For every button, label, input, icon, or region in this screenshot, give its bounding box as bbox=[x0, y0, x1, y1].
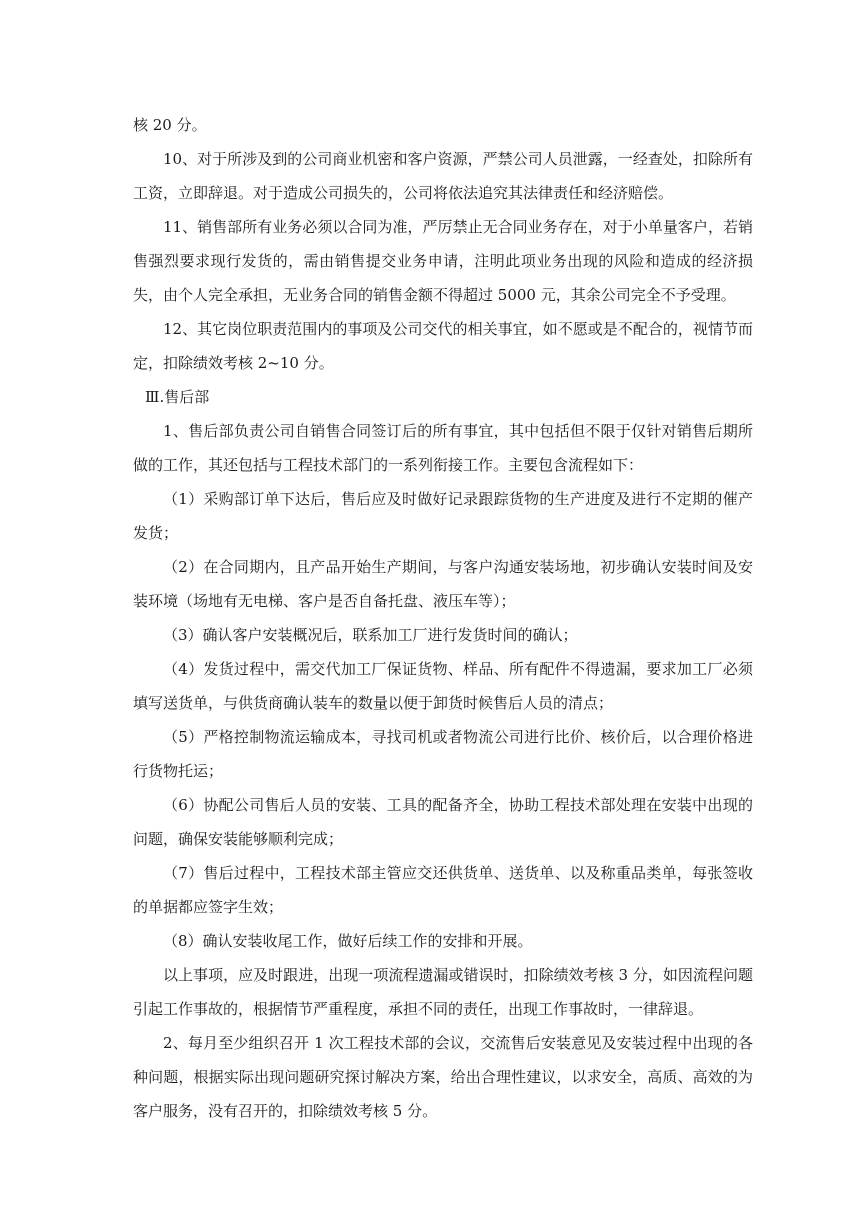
paragraph-process-step-2: （2）在合同期内，且产品开始生产期间，与客户沟通安装场地，初步确认安装时间及安装环境（场地有无电梯、客户是否自备托盘、液压车等）； bbox=[133, 558, 753, 610]
paragraph-after-sales-1: 1、售后部负责公司自销售合同签订后的所有事宜，其中包括但不限于仅针对销售后期所做的工作，其还包括与工程技术部门的一系列衔接工作。主要包含流程如下： bbox=[133, 422, 753, 474]
paragraph-process-step-4: （4）发货过程中，需交代加工厂保证货物、样品、所有配件不得遗漏，要求加工厂必须填写送货单，与供货商确认装车的数量以便于卸货时候售后人员的清点； bbox=[133, 660, 753, 712]
paragraph-after-sales-2: 2、每月至少组织召开 1 次工程技术部的会议，交流售后安装意见及安装过程中出现的各种问题，根据实际出现问题研究探讨解决方案，给出合理性建议，以求安全，高质、高效的为客户服务，没有召开的，扣除绩效考核 5 分。 bbox=[133, 1034, 753, 1120]
document-body bbox=[133, 108, 753, 1128]
paragraph-process-step-7: （7）售后过程中，工程技术部主管应交还供货单、送货单、以及称重品类单，每张签收的单据都应签字生效； bbox=[133, 864, 753, 916]
paragraph-item-12: 12、其它岗位职责范围内的事项及公司交代的相关事宜，如不愿或是不配合的，视情节而定，扣除绩效考核 2~10 分。 bbox=[133, 320, 753, 372]
paragraph-item-10: 10、对于所涉及到的公司商业机密和客户资源，严禁公司人员泄露，一经查处，扣除所有工资，立即辞退。对于造成公司损失的，公司将依法追究其法律责任和经济赔偿。 bbox=[133, 150, 753, 202]
paragraph-score-continuation: 核 20 分。 bbox=[133, 116, 207, 134]
paragraph-item-11: 11、销售部所有业务必须以合同为准，严厉禁止无合同业务存在，对于小单量客户，若销售强烈要求现行发货的，需由销售提交业务申请，注明此项业务出现的风险和造成的经济损失，由个人完全承担，无业务合同的销售金额不得超过 5000 元，其余公司完全不予受理。 bbox=[133, 218, 753, 304]
paragraph-process-step-1: （1）采购部订单下达后，售后应及时做好记录跟踪货物的生产进度及进行不定期的催产发货； bbox=[133, 490, 753, 542]
paragraph-process-step-3: （3）确认客户安装概况后，联系加工厂进行发货时间的确认； bbox=[163, 626, 578, 644]
paragraph-process-summary: 以上事项，应及时跟进，出现一项流程遗漏或错误时，扣除绩效考核 3 分，如因流程问题引起工作事故的，根据情节严重程度，承担不同的责任，出现工作事故时，一律辞退。 bbox=[133, 966, 753, 1018]
section-heading-after-sales: Ⅲ.售后部 bbox=[145, 388, 210, 406]
paragraph-process-step-6: （6）协配公司售后人员的安装、工具的配备齐全，协助工程技术部处理在安装中出现的问题，确保安装能够顺利完成； bbox=[133, 796, 753, 848]
paragraph-process-step-8: （8）确认安装收尾工作，做好后续工作的安排和开展。 bbox=[163, 932, 533, 950]
paragraph-process-step-5: （5）严格控制物流运输成本，寻找司机或者物流公司进行比价、核价后，以合理价格进行货物托运； bbox=[133, 728, 753, 780]
